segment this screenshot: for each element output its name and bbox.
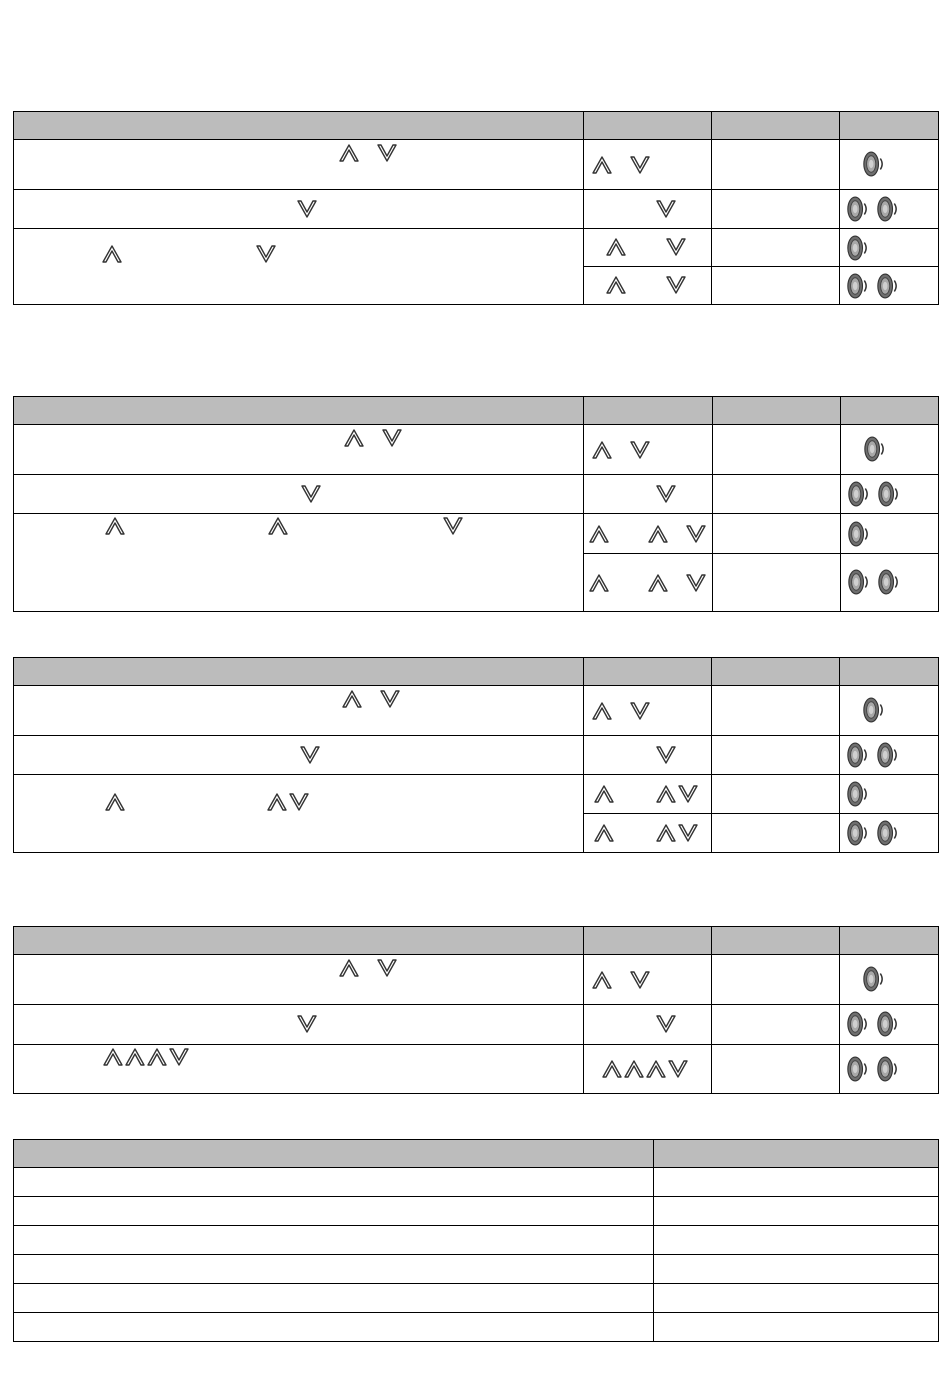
chevron-down-icon bbox=[630, 156, 650, 174]
value-cell bbox=[654, 1197, 939, 1226]
value-cell bbox=[712, 814, 840, 853]
speaker-icon bbox=[846, 271, 868, 301]
chevron-up-icon bbox=[624, 1060, 644, 1078]
table-row bbox=[14, 514, 939, 554]
chevron-up-icon bbox=[606, 238, 626, 256]
speaker-icon bbox=[846, 740, 868, 770]
value-cell bbox=[654, 1226, 939, 1255]
description-cell bbox=[14, 1226, 654, 1255]
speaker-group bbox=[846, 818, 898, 848]
header-cell bbox=[841, 397, 939, 425]
speaker-group bbox=[846, 740, 898, 770]
chevron-down-icon bbox=[678, 824, 698, 842]
header-cell bbox=[14, 397, 584, 425]
header-cell bbox=[712, 658, 840, 686]
value-cell bbox=[712, 140, 840, 190]
table-row bbox=[14, 140, 939, 190]
chevron-up-icon bbox=[648, 574, 668, 592]
sound-cell bbox=[840, 140, 939, 190]
table-4-header bbox=[14, 927, 939, 955]
chevron-up-icon bbox=[656, 824, 676, 842]
table-row bbox=[14, 190, 939, 229]
chevron-up-icon bbox=[594, 785, 614, 803]
speaker-group bbox=[847, 567, 899, 597]
table-row bbox=[14, 425, 939, 475]
table-row bbox=[14, 1197, 939, 1226]
key-sequence bbox=[342, 690, 400, 708]
description-cell bbox=[14, 1197, 654, 1226]
header-cell bbox=[14, 658, 584, 686]
speaker-group bbox=[846, 271, 898, 301]
header-cell bbox=[712, 927, 840, 955]
sound-cell bbox=[840, 267, 939, 305]
chevron-up-icon bbox=[592, 441, 612, 459]
sound-cell bbox=[840, 1005, 939, 1045]
key-cell bbox=[584, 190, 712, 229]
chevron-down-icon bbox=[377, 959, 397, 977]
key-cell bbox=[584, 140, 712, 190]
speaker-icon bbox=[846, 779, 868, 809]
key-sequence bbox=[656, 785, 698, 803]
table-row bbox=[14, 1284, 939, 1313]
chevron-up-icon bbox=[589, 574, 609, 592]
key-cell bbox=[584, 475, 713, 514]
chevron-down-icon bbox=[300, 746, 320, 764]
table-row bbox=[14, 1226, 939, 1255]
value-cell bbox=[654, 1313, 939, 1342]
chevron-down-icon bbox=[656, 746, 676, 764]
description-cell bbox=[14, 1168, 654, 1197]
speaker-icon bbox=[847, 567, 869, 597]
chevron-down-icon bbox=[443, 517, 463, 535]
key-cell bbox=[584, 1005, 712, 1045]
speaker-group bbox=[846, 1009, 898, 1039]
table-5 bbox=[13, 1139, 939, 1342]
table-2-header bbox=[14, 397, 939, 425]
table-row bbox=[14, 686, 939, 736]
chevron-up-icon bbox=[656, 785, 676, 803]
sound-cell bbox=[840, 1045, 939, 1094]
table-1 bbox=[13, 111, 939, 305]
speaker-icon bbox=[876, 1009, 898, 1039]
chevron-up-icon bbox=[147, 1048, 167, 1066]
chevron-up-icon bbox=[105, 793, 125, 811]
description-cell bbox=[14, 686, 584, 736]
speaker-icon bbox=[847, 479, 869, 509]
sound-cell bbox=[840, 686, 939, 736]
description-cell bbox=[14, 1255, 654, 1284]
description-cell bbox=[14, 955, 584, 1005]
chevron-down-icon bbox=[666, 276, 686, 294]
key-sequence bbox=[602, 1060, 688, 1078]
table-2 bbox=[13, 396, 939, 612]
table-3-header bbox=[14, 658, 939, 686]
chevron-up-icon bbox=[103, 1048, 123, 1066]
table-row bbox=[14, 1045, 939, 1094]
sound-cell bbox=[841, 554, 939, 612]
chevron-down-icon bbox=[297, 200, 317, 218]
description-cell bbox=[14, 1313, 654, 1342]
description-cell bbox=[14, 775, 584, 853]
sound-cell bbox=[841, 475, 939, 514]
speaker-icon bbox=[846, 233, 868, 263]
value-cell bbox=[712, 229, 840, 267]
header-cell bbox=[14, 927, 584, 955]
key-sequence bbox=[606, 276, 686, 294]
chevron-up-icon bbox=[646, 1060, 666, 1078]
header-cell bbox=[584, 658, 712, 686]
sound-cell bbox=[840, 190, 939, 229]
chevron-up-icon bbox=[648, 525, 668, 543]
speaker-icon bbox=[847, 519, 869, 549]
key-sequence bbox=[103, 1048, 189, 1066]
chevron-down-icon bbox=[297, 1015, 317, 1033]
speaker-icon bbox=[846, 194, 868, 224]
key-sequence bbox=[656, 824, 698, 842]
chevron-up-icon bbox=[589, 525, 609, 543]
chevron-down-icon bbox=[382, 429, 402, 447]
speaker-icon bbox=[876, 818, 898, 848]
value-cell bbox=[654, 1284, 939, 1313]
chevron-down-icon bbox=[656, 200, 676, 218]
description-cell bbox=[14, 1284, 654, 1313]
value-cell bbox=[712, 1005, 840, 1045]
chevron-up-icon bbox=[594, 824, 614, 842]
table-1-header bbox=[14, 112, 939, 140]
speaker-icon bbox=[862, 964, 884, 994]
speaker-icon bbox=[862, 695, 884, 725]
key-sequence bbox=[592, 971, 650, 989]
key-cell bbox=[584, 814, 712, 853]
description-cell bbox=[14, 425, 584, 475]
header-cell bbox=[584, 927, 712, 955]
chevron-up-icon bbox=[339, 144, 359, 162]
speaker-group bbox=[846, 1054, 898, 1084]
table-5-header bbox=[14, 1140, 939, 1168]
value-cell bbox=[712, 267, 840, 305]
value-cell bbox=[654, 1168, 939, 1197]
chevron-up-icon bbox=[592, 971, 612, 989]
table-row bbox=[14, 775, 939, 814]
chevron-down-icon bbox=[289, 793, 309, 811]
speaker-icon bbox=[876, 740, 898, 770]
header-cell bbox=[584, 112, 712, 140]
chevron-down-icon bbox=[678, 785, 698, 803]
header-cell bbox=[712, 112, 840, 140]
value-cell bbox=[712, 736, 840, 775]
header-cell bbox=[14, 1140, 654, 1168]
chevron-down-icon bbox=[656, 485, 676, 503]
chevron-down-icon bbox=[668, 1060, 688, 1078]
key-cell bbox=[584, 686, 712, 736]
chevron-down-icon bbox=[666, 238, 686, 256]
value-cell bbox=[713, 475, 841, 514]
chevron-up-icon bbox=[125, 1048, 145, 1066]
chevron-up-icon bbox=[606, 276, 626, 294]
header-cell bbox=[840, 112, 939, 140]
speaker-icon bbox=[846, 818, 868, 848]
table-row bbox=[14, 1313, 939, 1342]
speaker-icon bbox=[877, 567, 899, 597]
description-cell bbox=[14, 736, 584, 775]
value-cell bbox=[713, 554, 841, 612]
value-cell bbox=[712, 190, 840, 229]
sound-cell bbox=[840, 736, 939, 775]
speaker-icon bbox=[876, 271, 898, 301]
description-cell bbox=[14, 190, 584, 229]
key-cell bbox=[584, 1045, 712, 1094]
value-cell bbox=[712, 686, 840, 736]
chevron-up-icon bbox=[102, 245, 122, 263]
table-row bbox=[14, 955, 939, 1005]
chevron-down-icon bbox=[686, 525, 706, 543]
chevron-down-icon bbox=[630, 971, 650, 989]
speaker-group bbox=[846, 194, 898, 224]
chevron-down-icon bbox=[686, 574, 706, 592]
table-row bbox=[14, 1168, 939, 1197]
chevron-up-icon bbox=[592, 702, 612, 720]
description-cell bbox=[14, 1005, 584, 1045]
speaker-group bbox=[847, 479, 899, 509]
key-cell bbox=[584, 736, 712, 775]
value-cell bbox=[713, 425, 841, 475]
table-3 bbox=[13, 657, 939, 853]
value-cell bbox=[712, 1045, 840, 1094]
speaker-icon bbox=[876, 194, 898, 224]
description-cell bbox=[14, 229, 584, 305]
speaker-icon bbox=[846, 1009, 868, 1039]
key-sequence bbox=[267, 793, 309, 811]
header-cell bbox=[654, 1140, 939, 1168]
sound-cell bbox=[841, 514, 939, 554]
key-sequence bbox=[592, 441, 650, 459]
sound-cell bbox=[840, 775, 939, 814]
key-sequence bbox=[344, 429, 402, 447]
value-cell bbox=[654, 1255, 939, 1284]
description-cell bbox=[14, 475, 584, 514]
chevron-down-icon bbox=[630, 702, 650, 720]
key-cell bbox=[584, 267, 712, 305]
header-cell bbox=[584, 397, 713, 425]
chevron-down-icon bbox=[301, 485, 321, 503]
speaker-icon bbox=[877, 479, 899, 509]
chevron-up-icon bbox=[602, 1060, 622, 1078]
header-cell bbox=[840, 658, 939, 686]
table-row bbox=[14, 229, 939, 267]
key-cell bbox=[584, 425, 713, 475]
chevron-up-icon bbox=[267, 793, 287, 811]
description-cell bbox=[14, 514, 584, 612]
speaker-icon bbox=[876, 1054, 898, 1084]
table-row bbox=[14, 736, 939, 775]
key-sequence bbox=[606, 238, 686, 256]
key-sequence bbox=[339, 144, 397, 162]
table-row bbox=[14, 1255, 939, 1284]
header-cell bbox=[840, 927, 939, 955]
chevron-up-icon bbox=[344, 429, 364, 447]
table-4 bbox=[13, 926, 939, 1094]
table-row bbox=[14, 1005, 939, 1045]
chevron-up-icon bbox=[339, 959, 359, 977]
description-cell bbox=[14, 140, 584, 190]
key-sequence bbox=[592, 702, 650, 720]
key-cell bbox=[584, 775, 712, 814]
chevron-down-icon bbox=[169, 1048, 189, 1066]
speaker-icon bbox=[862, 149, 884, 179]
key-cell bbox=[584, 514, 713, 554]
header-cell bbox=[14, 112, 584, 140]
key-cell bbox=[584, 229, 712, 267]
key-cell bbox=[584, 955, 712, 1005]
chevron-up-icon bbox=[105, 517, 125, 535]
chevron-up-icon bbox=[268, 517, 288, 535]
sound-cell bbox=[840, 955, 939, 1005]
value-cell bbox=[712, 955, 840, 1005]
speaker-icon bbox=[863, 434, 885, 464]
description-cell bbox=[14, 1045, 584, 1094]
table-row bbox=[14, 475, 939, 514]
key-sequence bbox=[592, 156, 650, 174]
speaker-icon bbox=[846, 1054, 868, 1084]
sound-cell bbox=[840, 814, 939, 853]
chevron-down-icon bbox=[377, 144, 397, 162]
value-cell bbox=[712, 775, 840, 814]
sound-cell bbox=[840, 229, 939, 267]
chevron-down-icon bbox=[380, 690, 400, 708]
chevron-down-icon bbox=[256, 245, 276, 263]
chevron-down-icon bbox=[656, 1015, 676, 1033]
sound-cell bbox=[841, 425, 939, 475]
chevron-down-icon bbox=[630, 441, 650, 459]
header-cell bbox=[713, 397, 841, 425]
key-sequence bbox=[339, 959, 397, 977]
chevron-up-icon bbox=[592, 156, 612, 174]
key-cell bbox=[584, 554, 713, 612]
chevron-up-icon bbox=[342, 690, 362, 708]
value-cell bbox=[713, 514, 841, 554]
